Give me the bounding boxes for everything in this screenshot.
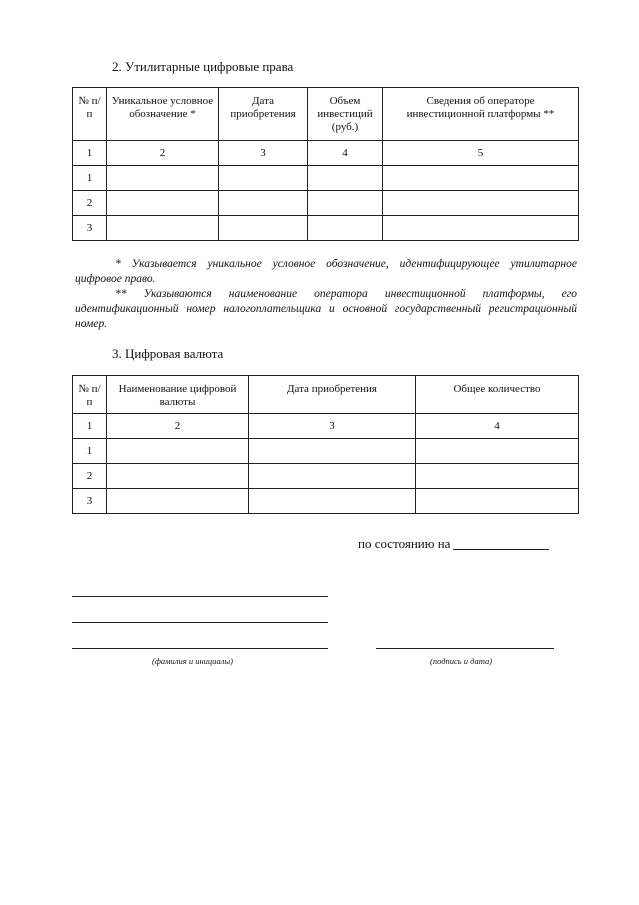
- header-cell: Объем инвестиций (руб.): [308, 88, 383, 141]
- section-2-title: 2. Утилитарные цифровые права: [112, 59, 294, 74]
- table-cell: [219, 216, 308, 241]
- table-row: [73, 141, 579, 166]
- table-cell: [416, 439, 579, 464]
- table-row: [73, 464, 579, 489]
- table-cell: 3: [73, 489, 107, 514]
- name-line-3[interactable]: [72, 648, 328, 649]
- header-cell: № п/п: [73, 376, 107, 414]
- table-cell: [308, 191, 383, 216]
- signature-caption: (подпись и дата): [430, 656, 493, 666]
- table-cell: 2: [107, 141, 219, 166]
- section-3-title: 3. Цифровая валюта: [112, 346, 224, 361]
- footnote-platform-operator: ** Указываются наименование оператора инвестиционной платформы, его идентификационный номер налогоплательщика и основной государственный регистрационный номер.: [75, 288, 577, 330]
- table-row: [73, 166, 579, 191]
- table-row: [73, 439, 579, 464]
- table-cell: [219, 166, 308, 191]
- table-cell: [249, 439, 416, 464]
- header-cell: Уникальное условное обозначение *: [107, 88, 219, 141]
- table-cell: [107, 166, 219, 191]
- table-cell: [383, 191, 579, 216]
- table-cell: 4: [416, 414, 579, 439]
- table-cell: 3: [73, 216, 107, 241]
- table-cell: [383, 216, 579, 241]
- table-row: [73, 489, 579, 514]
- table-cell: 4: [308, 141, 383, 166]
- header-cell: Дата приобретения: [249, 376, 416, 414]
- table-header-row: [73, 376, 579, 414]
- table-cell: 2: [107, 414, 249, 439]
- name-line-2[interactable]: [72, 622, 328, 623]
- table-cell: 2: [73, 191, 107, 216]
- table-cell: [107, 439, 249, 464]
- table-cell: 1: [73, 141, 107, 166]
- signature-line[interactable]: [376, 648, 554, 649]
- table-cell: [383, 166, 579, 191]
- table-cell: [219, 191, 308, 216]
- table-row: [73, 414, 579, 439]
- table-cell: [249, 464, 416, 489]
- as-of-date-label: по состоянию на: [358, 536, 451, 551]
- header-cell: Сведения об операторе инвестиционной платформы **: [383, 88, 579, 141]
- table-cell: 5: [383, 141, 579, 166]
- table-row: [73, 191, 579, 216]
- name-line-1[interactable]: [72, 596, 328, 597]
- table-cell: 3: [219, 141, 308, 166]
- header-cell: № п/п: [73, 88, 107, 141]
- table-cell: [107, 191, 219, 216]
- table-cell: [308, 216, 383, 241]
- table-cell: 1: [73, 414, 107, 439]
- utility-rights-table: [72, 87, 579, 241]
- header-cell: Общее количество: [416, 376, 579, 414]
- table-cell: [249, 489, 416, 514]
- table-cell: [107, 489, 249, 514]
- name-caption: (фамилия и инициалы): [152, 656, 233, 666]
- table-row: [73, 216, 579, 241]
- table-cell: [416, 464, 579, 489]
- table-cell: 1: [73, 166, 107, 191]
- table-cell: [308, 166, 383, 191]
- table-cell: 2: [73, 464, 107, 489]
- digital-currency-table: [72, 375, 579, 514]
- footnotes: [75, 257, 577, 332]
- footnote-unique-designation: * Указывается уникальное условное обозначение, идентифицирующее утилитарное цифровое право.: [75, 258, 577, 285]
- header-cell: Наименование цифровой валюты: [107, 376, 249, 414]
- as-of-date-field[interactable]: [453, 549, 549, 550]
- table-header-row: [73, 88, 579, 141]
- table-cell: [107, 216, 219, 241]
- table-cell: [416, 489, 579, 514]
- header-cell: Дата приобретения: [219, 88, 308, 141]
- table-cell: 1: [73, 439, 107, 464]
- table-cell: 3: [249, 414, 416, 439]
- table-cell: [107, 464, 249, 489]
